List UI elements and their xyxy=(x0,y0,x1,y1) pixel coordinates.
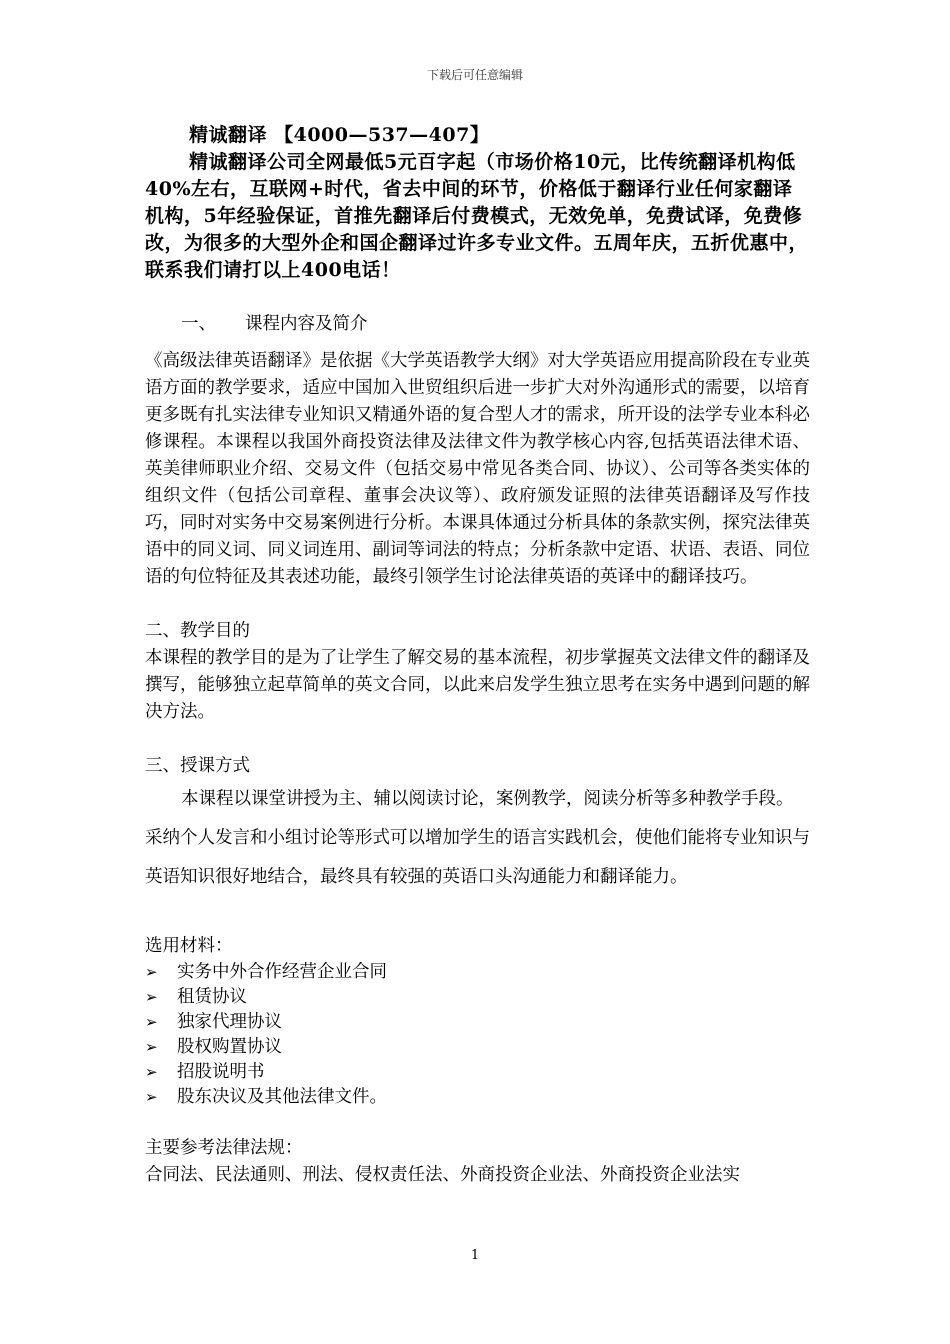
list-item-label: 股权购置协议 xyxy=(177,1037,282,1057)
list-item-label: 实务中外合作经营企业合同 xyxy=(177,962,387,982)
advertisement-block xyxy=(145,122,810,284)
list-item-label: 独家代理协议 xyxy=(177,1012,282,1032)
list-item-label: 招股说明书 xyxy=(177,1062,265,1082)
ad-title: 精诚翻译 【4000—537—407】 xyxy=(189,124,490,146)
list-item xyxy=(145,1085,810,1110)
section-1-heading xyxy=(145,311,810,338)
page-number: 1 xyxy=(470,1248,480,1263)
list-item xyxy=(145,1010,810,1035)
section-2-heading: 二、教学目的 xyxy=(145,621,250,641)
section-1-title: 课程内容及简介 xyxy=(245,314,368,334)
list-item-label: 股东决议及其他法律文件。 xyxy=(177,1087,387,1107)
references-heading: 主要参考法律法规： xyxy=(145,1138,303,1158)
references-text: 合同法、民法通则、刑法、侵权责任法、外商投资企业法、外商投资企业法实 xyxy=(145,1165,740,1185)
arrow-bullet-icon: ➢ xyxy=(145,963,158,981)
list-item xyxy=(145,1035,810,1060)
arrow-bullet-icon: ➢ xyxy=(145,1038,158,1056)
section-3-body: 本课程以课堂讲授为主、辅以阅读讨论，案例教学，阅读分析等多种教学手段。采纳个人发言和小组讨论等形式可以增加学生的语言实践机会，使他们能将专业知识与英语知识很好地结合，最终具有较强的英语口头沟通能力和翻译能力。 xyxy=(145,789,810,887)
page-header: 下载后可任意编辑 xyxy=(426,68,523,82)
section-2-body: 本课程的教学目的是为了让学生了解交易的基本流程，初步掌握英文法律文件的翻译及撰写，能够独立起草简单的英文合同，以此来启发学生独立思考在实务中遇到问题的解决方法。 xyxy=(145,648,810,722)
arrow-bullet-icon: ➢ xyxy=(145,1088,158,1106)
arrow-bullet-icon: ➢ xyxy=(145,1013,158,1031)
materials-list xyxy=(145,960,810,1110)
document-body xyxy=(145,122,810,1189)
arrow-bullet-icon: ➢ xyxy=(145,988,158,1006)
arrow-bullet-icon: ➢ xyxy=(145,1063,158,1081)
list-item-label: 租赁协议 xyxy=(177,987,247,1007)
list-item xyxy=(145,1060,810,1085)
section-3-heading: 三、授课方式 xyxy=(145,756,250,776)
list-item xyxy=(145,960,810,985)
ad-body: 精诚翻译公司全网最低5元百字起（市场价格10元，比传统翻译机构低40%左右，互联网+时代，省去中间的环节，价格低于翻译行业任何家翻译机构，5年经验保证，首推先翻译后付费模式，无效免单，免费试译，免费修改，为很多的大型外企和国企翻译过许多专业文件。五周年庆，五折优惠中，联系我们请打以上400电话！ xyxy=(145,151,809,281)
list-item xyxy=(145,985,810,1010)
materials-heading: 选用材料： xyxy=(145,936,233,956)
section-1-number: 一、 xyxy=(181,314,216,334)
section-1-body: 《高级法律英语翻译》是依据《大学英语教学大纲》对大学英语应用提高阶段在专业英语方面的教学要求，适应中国加入世贸组织后进一步扩大对外沟通形式的需要，以培育更多既有扎实法律专业知识又精通外语的复合型人才的需求，所开设的法学专业本科必修课程。本课程以我国外商投资法律及法律文件为教学核心内容,包括英语法律术语、英美律师职业介绍、交易文件（包括交易中常见各类合同、协议）、公司等各类实体的组织文件（包括公司章程、董事会决议等）、政府颁发证照的法律英语翻译及写作技巧，同时对实务中交易案例进行分析。本课具体通过分析具体的条款实例，探究法律英语中的同义词、同义词连用、副词等词法的特点；分析条款中定语、状语、表语、同位语的句位特征及其表述功能，最终引领学生讨论法律英语的英译中的翻译技巧。 xyxy=(145,351,810,587)
